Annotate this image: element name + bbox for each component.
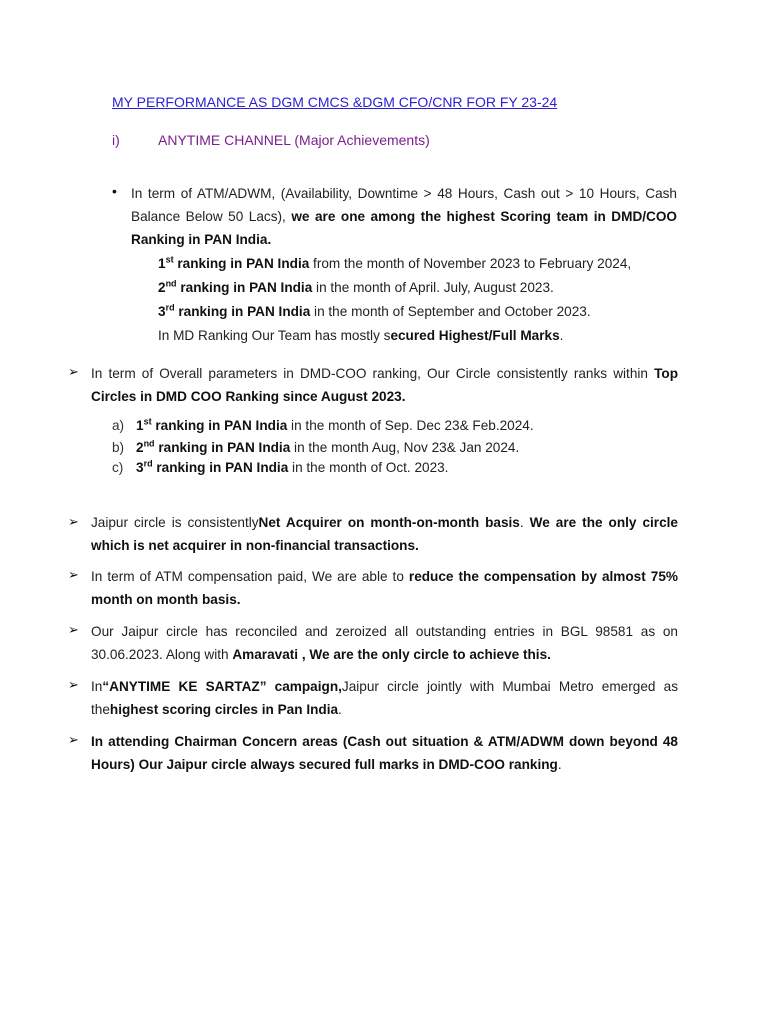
paragraph-text: Jaipur circle is consistently — [91, 515, 259, 530]
paragraph-text-bold: Amaravati , We are the only circle to achieve this. — [232, 647, 551, 662]
arrow-paragraph-sartaz — [91, 675, 678, 721]
rank-suffix: rd — [143, 458, 153, 469]
document-title: MY PERFORMANCE AS DGM CMCS &DGM CFO/CNR FOR FY 23-24 — [112, 94, 558, 110]
rank-number: 1 — [136, 418, 144, 433]
rank-number: 2 — [136, 440, 144, 455]
list-letter: c) — [112, 460, 124, 475]
paragraph-text-bold: We are the only circle which is net acquirer in non-financial transactions. — [91, 515, 678, 553]
rank-detail: in the month of Oct. 2023. — [288, 460, 449, 475]
rank-label: ranking in PAN India — [154, 440, 291, 455]
rank-suffix: nd — [143, 438, 155, 449]
md-text-end: . — [559, 328, 564, 343]
rank-number: 3 — [136, 460, 144, 475]
rank-detail: in the month Aug, Nov 23& Jan 2024. — [290, 440, 520, 455]
rank-suffix: st — [165, 254, 174, 265]
arrow-paragraph-bgl — [91, 620, 678, 666]
arrow-paragraph-compensation — [91, 565, 678, 611]
arrow-bullet-icon: ➢ — [68, 364, 79, 379]
rank-detail: in the month of Sep. Dec 23& Feb.2024. — [287, 418, 534, 433]
paragraph-text-bold: “ANYTIME KE SARTAZ” campaign, — [102, 679, 342, 694]
rank-line-1 — [158, 256, 631, 271]
rank-line-2 — [158, 280, 554, 295]
list-letter: a) — [112, 418, 125, 433]
paragraph-text-bold: In attending Chairman Concern areas (Cash out situation & ATM/ADWM down beyond 48 Hours) Our Jaipur circle always secured full marks in DMD-COO ranking — [91, 734, 678, 772]
list-item — [136, 460, 448, 475]
arrow-bullet-icon: ➢ — [68, 677, 79, 692]
rank-label: ranking in PAN India — [174, 304, 311, 319]
paragraph-text: Jaipur circle jointly with Mumbai Metro emerged as the — [91, 679, 678, 717]
arrow-bullet-icon: ➢ — [68, 514, 79, 529]
arrow-paragraph-overall — [91, 362, 678, 408]
paragraph-text-bold: reduce the compensation by almost 75% month on month basis. — [91, 569, 678, 607]
md-text: In MD Ranking Our Team has mostly s — [158, 328, 391, 343]
rank-number: 3 — [158, 304, 166, 319]
bullet-text-bold: we are one among the highest Scoring team in DMD/COO Ranking in PAN India. — [131, 209, 677, 247]
rank-line-3 — [158, 304, 591, 319]
rank-suffix: rd — [165, 302, 175, 313]
list-item — [136, 440, 519, 455]
section-number: i) — [112, 132, 120, 148]
rank-detail: in the month of September and October 2023. — [310, 304, 591, 319]
rank-suffix: nd — [165, 278, 177, 289]
bullet-text: In term of ATM/ADWM, (Availability, Downtime > 48 Hours, Cash out > 10 Hours, Cash Balance Below 50 Lacs), — [131, 186, 677, 224]
arrow-bullet-icon: ➢ — [68, 622, 79, 637]
paragraph-text: Our Jaipur circle has reconciled and zeroized all outstanding entries in BGL 98581 as on 30.06.2023. Along with — [91, 624, 678, 662]
bullet-icon: • — [112, 183, 117, 199]
paragraph-text: . — [557, 757, 562, 772]
md-ranking-line — [158, 328, 563, 343]
arrow-paragraph-chairman — [91, 730, 678, 776]
rank-label: ranking in PAN India — [151, 418, 288, 433]
paragraph-text: In term of Overall parameters in DMD-COO ranking, Our Circle consistently ranks within — [91, 366, 655, 381]
arrow-paragraph-net-acquirer — [91, 511, 678, 557]
arrow-bullet-icon: ➢ — [68, 732, 79, 747]
paragraph-text: . — [519, 515, 530, 530]
list-letter: b) — [112, 440, 125, 455]
list-item — [136, 418, 534, 433]
rank-label: ranking in PAN India — [173, 256, 310, 271]
rank-detail: in the month of April. July, August 2023. — [312, 280, 554, 295]
paragraph-text: . — [338, 702, 342, 717]
rank-detail: from the month of November 2023 to February 2024, — [309, 256, 632, 271]
paragraph-text-bold: Top Circles in DMD COO Ranking since August 2023. — [91, 366, 678, 404]
paragraph-text-bold: highest scoring circles in Pan India — [109, 702, 339, 717]
bullet-paragraph-atm — [131, 182, 677, 251]
rank-label: ranking in PAN India — [152, 460, 289, 475]
rank-number: 2 — [158, 280, 166, 295]
paragraph-text: In — [91, 679, 103, 694]
md-text-bold: ecured Highest/Full Marks — [390, 328, 560, 343]
rank-number: 1 — [158, 256, 166, 271]
section-title: ANYTIME CHANNEL (Major Achievements) — [158, 132, 430, 148]
paragraph-text-bold: Net Acquirer on month-on-month basis — [258, 515, 520, 530]
paragraph-text: In term of ATM compensation paid, We are able to — [91, 569, 409, 584]
rank-label: ranking in PAN India — [176, 280, 313, 295]
arrow-bullet-icon: ➢ — [68, 567, 79, 582]
rank-suffix: st — [143, 416, 152, 427]
